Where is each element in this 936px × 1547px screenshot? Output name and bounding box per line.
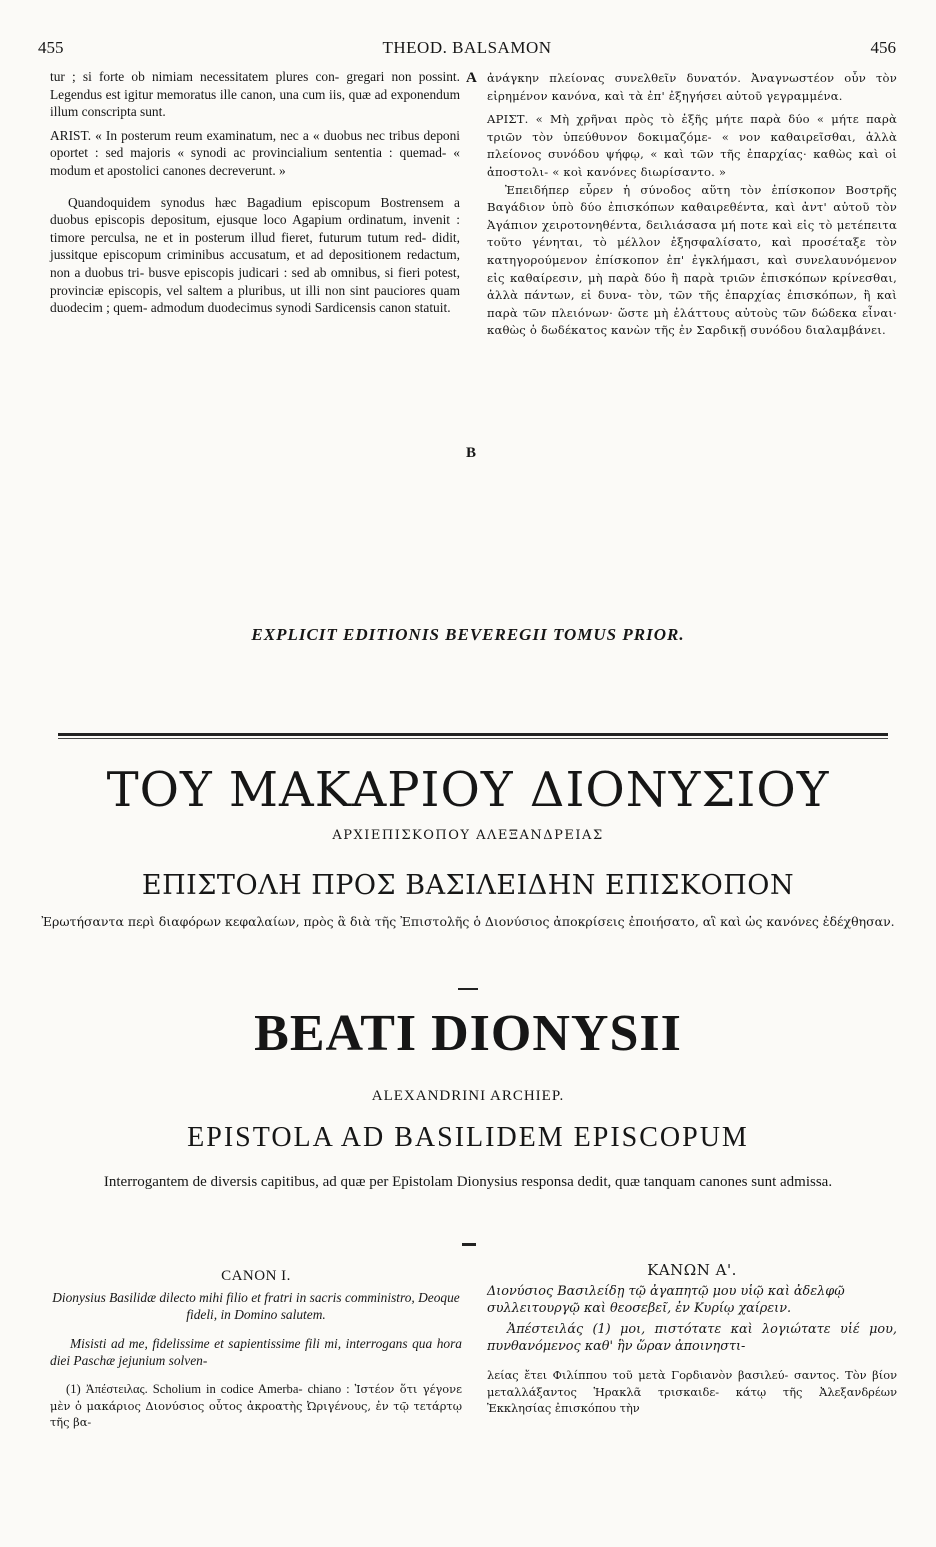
canon-latin-body: Misisti ad me, fidelissime et sapientissime fili mi, interrogans qua hora diei Paschæ jejunium solven- — [50, 1336, 462, 1368]
greek-description: Ἐρωτήσαντα περὶ διαφόρων κεφαλαίων, πρὸς ἃ διὰ τῆς Ἐπιστολῆς ὁ Διονύσιος ἀποκρίσεις ἐποιήσατο, αἳ καὶ ὡς κανόνες ἐδέχθησαν. — [41, 914, 895, 929]
greek-epistle-title: ΕΠΙΣΤΟΛΗ ΠΡΟΣ ΒΑΣΙΛΕΙΔΗΝ ΕΠΙΣΚΟΠΟΝ — [141, 870, 795, 901]
canon-greek-body: Ἀπέστειλάς (1) μοι, πιστότατε καὶ λογιώτατε υἱέ μου, πυνθανόμενος καθ' ἣν ὥραν ἀποινηστι- — [487, 1322, 897, 1354]
page-number-right: 456 — [870, 38, 896, 57]
greek-column-top — [487, 70, 897, 340]
latin-paragraph-1: tur ; si forte ob nimiam necessitatem plures con- gregari non possint. Legendus est igitur memoratus ille canon, una cum iis, quæ ad exponendum illum conscripta sunt. — [50, 69, 460, 120]
margin-mark-a: A — [466, 70, 477, 86]
latin-description: Interrogantem de diversis capitibus, ad quæ per Epistolam Dionysius responsa dedit, quæ tanquam canones sunt admissa. — [103, 1174, 833, 1190]
explicit-line: EXPLICIT EDITIONIS BEVEREGII TOMUS PRIOR. — [251, 625, 685, 644]
greek-main-title: ΤΟΥ ΜΑΚΑΡΙΟΥ ΔΙΟΝΥΣΙΟΥ — [106, 762, 830, 818]
section-rule-thin — [58, 738, 888, 739]
canon-latin-footnote — [50, 1381, 462, 1431]
latin-main-title: BEATI DIONYSII — [254, 1005, 682, 1062]
canon-latin-heading: CANON I. — [221, 1268, 291, 1284]
latin-commentary: Quandoquidem synodus hæc Bagadium episcopum Bostrensem a duobus episcopis depositum, ejusque loco Agapium ordinatum, invenit : timore perculsa, ne et in posterum illud fieret, futurum tutum red- didit, jussitque episcopum criminibus accusatum, et ad depositionem redactum, non a duobus tri- busve episcopis judicari : sed ab omnibus, si fieri potest, provinciæ episcopis, vel saltem a pluribus, ut illi non sint pauciores quam duodecim ; quem- admodum duodecimus synodi Sardicensis canon statuit. — [50, 194, 460, 316]
footnote-greek: Ἰστέον ὅτι γέγονε μὲν ὁ μακάριος Διονύσιος οὗτος ἀκροατὴς Ὠριγένους, ἐν τῷ τετάρτῳ τῆς βα- — [50, 1382, 462, 1429]
greek-aristenus-summary: ΑΡΙΣΤ. « Μὴ χρῆναι πρὸς τὸ ἑξῆς μήτε παρὰ δύο « μήτε παρὰ τριῶν τὸν ὑπεύθυνον δοκιμαζόμε- « νον καθαιρεῖσθαι, ἀλλὰ πλείονος συνόδου ψήφῳ, « καὶ τῶν τῆς ἐπαρχίας· καθὼς καὶ οἱ ἀποστολι- « κοὶ κανόνες διωρίσαντο. » — [487, 112, 897, 179]
latin-subtitle: ALEXANDRINI ARCHIEP. — [371, 1088, 565, 1104]
footnote-label: (1) Ἀπέστειλας. — [66, 1382, 148, 1396]
margin-mark-b: B — [466, 445, 477, 461]
canon-greek-column — [487, 1262, 897, 1417]
canon-latin-salutation: Dionysius Basilidæ dilecto mihi filio et fratri in sacris comministro, Deoque fideli, in Domino salutem. — [52, 1290, 460, 1322]
title-divider — [458, 988, 478, 990]
greek-paragraph-1: ἀνάγκην πλείονας συνελθεῖν δυνατόν. Ἀναγνωστέον οὖν τὸν εἰρημένον κανόνα, καὶ τὰ ἐπ' ἐξηγήσει αὐτοῦ γεγραμμένα. — [487, 71, 897, 103]
footnote-text: Scholium in codice Amerba- chiano : — [152, 1382, 350, 1396]
running-head: THEOD. BALSAMON — [382, 38, 552, 57]
page-header — [38, 38, 896, 62]
latin-column-top — [50, 68, 460, 317]
section-rule — [58, 733, 888, 736]
canon-divider — [462, 1243, 476, 1246]
latin-epistle-title: EPISTOLA AD BASILIDEM EPISCOPUM — [187, 1122, 749, 1153]
canon-greek-heading: ΚΑΝΩΝ Α'. — [647, 1261, 737, 1279]
greek-subtitle: ΑΡΧΙΕΠΙΣΚΟΠΟΥ ΑΛΕΞΑΝΔΡΕΙΑΣ — [332, 828, 604, 843]
greek-commentary: Ἐπειδήπερ εὗρεν ἡ σύνοδος αὕτη τὸν ἐπίσκοπον Βοστρῆς Βαγάδιον ὑπὸ δύο ἐπισκόπων καθαιρεθέντα, καὶ ἀντ' αὐτοῦ τὸν Ἀγάπιον χειροτονηθέντα, δειλιάσασα μή ποτε καὶ εἰς τὸ μετέπειτα τοῦτο γένηται, τὸ μέλλον ἐξησφαλίσατο, καὶ προσέταξε τὸν κατηγορούμενον ἐπίσκοπον ἐπ' ἐγκλήμασι, καὶ συνελαυνόμενον εἰς καθαίρεσιν, μὴ παρὰ δύο ἢ παρὰ τριῶν ἐπισκόπων κρίνεσθαι, ἀλλὰ πάντων, εἰ δυνα- τὸν, τῶν τῆς ἐπαρχίας ἐπισκόπων, ἢ καὶ παρὰ τῶν πλειόνων· ὥστε μὴ ἐλάττους αὐτοὺς τῶν δώδεκα εἶναι· καθὼς ὁ δωδέκατος κανὼν τῆς ἐν Σαρδικῇ συνόδου διαλαμβάνει. — [487, 182, 897, 338]
latin-aristenus-summary: ARIST. « In posterum reum examinatum, nec a « duobus nec tribus deponi oportet : sed majoris « synodi ac provincialium sententia : quemad- « modum et apostolici canones decreverunt. » — [50, 127, 460, 178]
canon-greek-salutation: Διονύσιος Βασιλείδῃ τῷ ἀγαπητῷ μου υἱῷ καὶ ἀδελφῷ συλλειτουργῷ καὶ θεοσεβεῖ, ἐν Κυρίῳ χαίρειν. — [487, 1284, 845, 1316]
canon-latin-column — [50, 1268, 462, 1431]
page-number-left: 455 — [38, 38, 64, 57]
canon-greek-footnote: λείας ἔτει Φιλίππου τοῦ μετὰ Γορδιανὸν βασιλεύ- σαντος. Τὸν βίον μεταλλάξαντος Ἡρακλᾶ τρισκαιδε- κάτῳ τῆς Ἀλεξανδρέων Ἐκκλησίας ἐπισκόπου τὴν — [487, 1368, 897, 1415]
